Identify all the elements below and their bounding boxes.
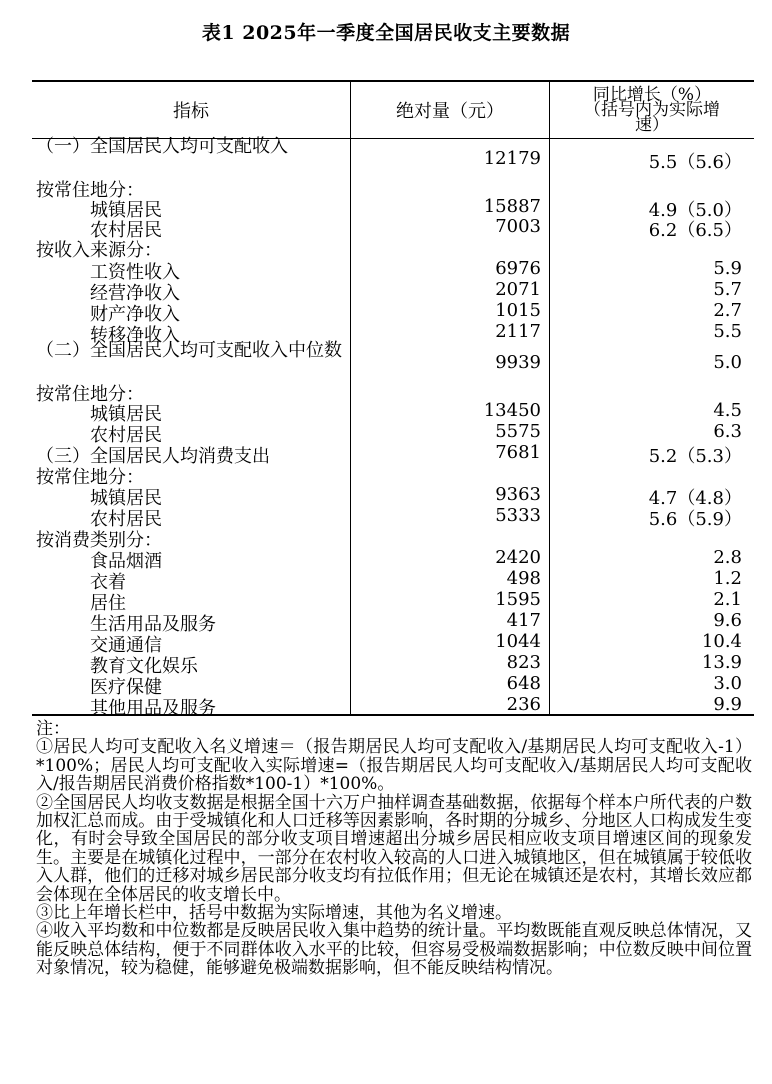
row-growth: 5.7 bbox=[713, 279, 742, 300]
row-label: 经营净收入 bbox=[90, 283, 180, 304]
row-value: 1595 bbox=[495, 589, 541, 610]
row-label: （一）全国居民人均可支配收入 bbox=[36, 136, 288, 157]
row-growth: 2.1 bbox=[713, 589, 742, 610]
row-label: 农村居民 bbox=[90, 220, 162, 241]
row-growth: 6.2（6.5） bbox=[648, 220, 742, 241]
row-growth: 3.0 bbox=[713, 673, 742, 694]
row-growth: 5.2（5.3） bbox=[648, 446, 742, 467]
row-label: 按常住地分： bbox=[36, 467, 144, 488]
row-value: 2071 bbox=[495, 279, 541, 300]
row-growth: 4.5 bbox=[713, 400, 742, 421]
row-value: 7003 bbox=[495, 216, 541, 237]
row-label: 城镇居民 bbox=[90, 488, 162, 509]
header-growth-line2: （括号内为实际增 bbox=[584, 99, 720, 120]
row-label: （三）全国居民人均消费支出 bbox=[36, 446, 270, 467]
row-label: 医疗保健 bbox=[90, 677, 162, 698]
row-growth: 2.7 bbox=[713, 300, 742, 321]
row-growth: 9.6 bbox=[713, 610, 742, 631]
row-value: 13450 bbox=[483, 400, 541, 421]
table-title: 表1 2025年一季度全国居民收支主要数据 bbox=[201, 22, 571, 44]
row-value: 9939 bbox=[495, 352, 541, 373]
row-value: 1015 bbox=[495, 300, 541, 321]
row-growth: 5.6（5.9） bbox=[648, 509, 742, 530]
row-label: 衣着 bbox=[90, 572, 126, 593]
row-value: 1044 bbox=[495, 631, 541, 652]
header-growth bbox=[550, 82, 754, 138]
row-value: 417 bbox=[506, 610, 541, 631]
header-growth-line3: 速） bbox=[635, 114, 669, 135]
table-notes bbox=[36, 720, 752, 978]
row-value: 5575 bbox=[495, 421, 541, 442]
row-label: 其他用品及服务 bbox=[90, 698, 216, 719]
header-indicator: 指标 bbox=[173, 101, 209, 122]
table-row bbox=[32, 342, 754, 378]
row-value: 236 bbox=[506, 694, 541, 715]
row-label: 城镇居民 bbox=[90, 200, 162, 221]
row-label: 工资性收入 bbox=[90, 262, 180, 283]
table-row bbox=[32, 138, 754, 174]
row-growth: 9.9 bbox=[713, 694, 742, 715]
row-growth: 10.4 bbox=[701, 631, 742, 652]
row-value: 15887 bbox=[483, 196, 541, 217]
row-label: 按收入来源分： bbox=[36, 240, 162, 261]
header-growth-line1: 同比增长（%） bbox=[592, 84, 712, 105]
row-label: 生活用品及服务 bbox=[90, 614, 216, 635]
row-value: 9363 bbox=[495, 484, 541, 505]
row-growth: 13.9 bbox=[701, 652, 742, 673]
row-growth: 5.9 bbox=[713, 258, 742, 279]
row-growth: 1.2 bbox=[713, 568, 742, 589]
row-value: 648 bbox=[506, 673, 541, 694]
row-value: 6976 bbox=[495, 258, 541, 279]
row-value: 498 bbox=[506, 568, 541, 589]
row-label: 居住 bbox=[90, 593, 126, 614]
row-label: 转移净收入 bbox=[90, 325, 180, 346]
row-value: 5333 bbox=[495, 505, 541, 526]
row-label: 按常住地分： bbox=[36, 180, 144, 201]
row-label: 交通通信 bbox=[90, 635, 162, 656]
row-label: 城镇居民 bbox=[90, 404, 162, 425]
header-absolute: 绝对量（元） bbox=[396, 101, 504, 122]
row-value: 823 bbox=[506, 652, 541, 673]
row-growth: 4.7（4.8） bbox=[648, 488, 742, 509]
row-label: 食品烟酒 bbox=[90, 551, 162, 572]
notes-heading: 注： bbox=[36, 719, 70, 739]
row-growth: 5.5 bbox=[713, 321, 742, 342]
note-1: ①居民人均可支配收入名义增速＝（报告期居民人均可支配收入/基期居民人均可支配收入-1）*100%；居民人均可支配收入实际增速=（报告期居民人均可支配收入/基期居民人均可支配收入/报告期居民消费价格指数*100-1）*100%。 bbox=[36, 737, 752, 795]
row-label: 农村居民 bbox=[90, 509, 162, 530]
row-label: 财产净收入 bbox=[90, 304, 180, 325]
note-2: ②全国居民人均收支数据是根据全国十六万户抽样调查基础数据，依据每个样本户所代表的户数加权汇总而成。由于受城镇化和人口迁移等因素影响，各时期的分城乡、分地区人口构成发生变化，有时会导致全国居民的部分收支项目增速超出分城乡居民相应收支项目增速区间的现象发生。主要是在城镇化过程中，一部分在农村收入较高的人口进入城镇地区，但在城镇属于较低收入人群，他们的迁移对城乡居民部分收支均有拉低作用；但无论在城镇还是农村，其增长效应都会体现在全体居民的收支增长中。 bbox=[36, 792, 752, 905]
note-3: ③比上年增长栏中，括号中数据为实际增速，其他为名义增速。 bbox=[36, 903, 512, 924]
note-4: ④收入平均数和中位数都是反映居民收入集中趋势的统计量。平均数既能直观反映总体情况，又能反映总体结构，便于不同群体收入水平的比较，但容易受极端数据影响；中位数反映中间位置对象情况，较为稳健，能够避免极端数据影响，但不能反映结构情况。 bbox=[36, 921, 752, 979]
row-growth: 5.5（5.6） bbox=[648, 152, 742, 173]
row-label: 按常住地分： bbox=[36, 384, 144, 405]
row-value: 2117 bbox=[495, 321, 541, 342]
row-value: 7681 bbox=[495, 442, 541, 463]
row-label: （二）全国居民人均可支配收入中位数 bbox=[36, 340, 342, 361]
row-growth: 6.3 bbox=[713, 421, 742, 442]
row-label: 按消费类别分： bbox=[36, 530, 162, 551]
row-growth: 5.0 bbox=[713, 352, 742, 373]
data-table bbox=[32, 80, 754, 719]
row-value: 12179 bbox=[483, 148, 541, 169]
row-value: 2420 bbox=[495, 547, 541, 568]
row-growth: 2.8 bbox=[713, 547, 742, 568]
row-label: 农村居民 bbox=[90, 425, 162, 446]
row-growth: 4.9（5.0） bbox=[648, 200, 742, 221]
row-label: 教育文化娱乐 bbox=[90, 656, 198, 677]
